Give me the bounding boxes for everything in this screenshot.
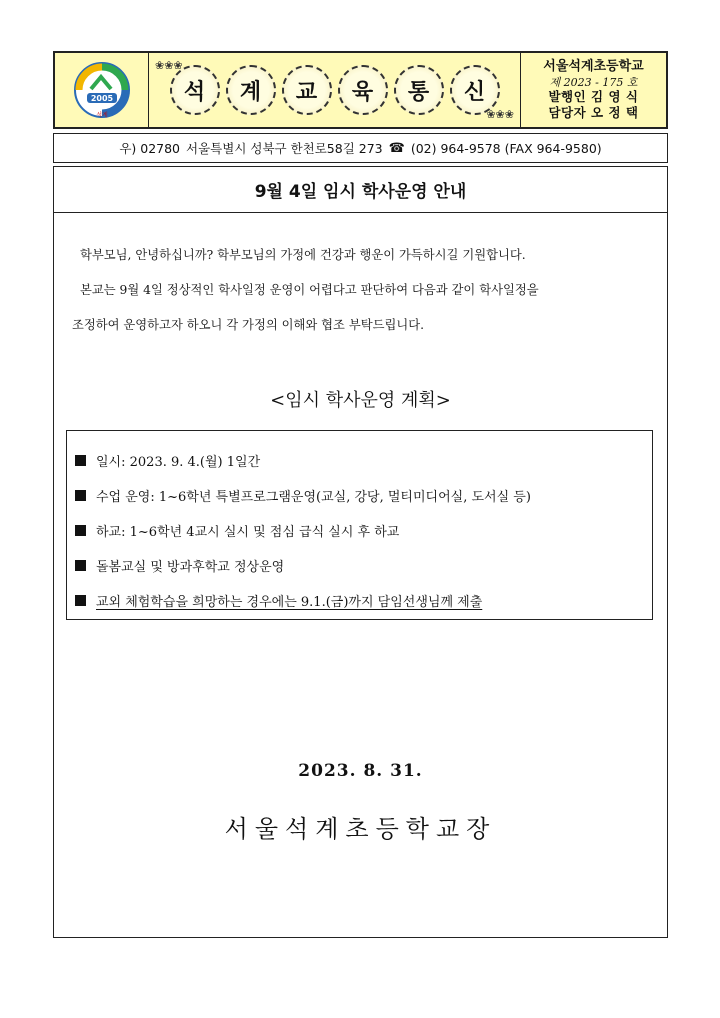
plan-item bbox=[67, 443, 652, 478]
title-char: 계 bbox=[226, 65, 276, 115]
plan-item bbox=[67, 478, 652, 513]
address-bar bbox=[53, 133, 668, 163]
principal-signature: 서울석계초등학교장 bbox=[224, 815, 497, 843]
square-bullet-icon bbox=[75, 490, 86, 501]
square-bullet-icon bbox=[75, 525, 86, 536]
school-logo-icon bbox=[67, 59, 137, 121]
phone-number: (02) 964-9578 (FAX 964-9580) bbox=[410, 140, 602, 156]
title-char: 육 bbox=[338, 65, 388, 115]
issue-number: 제 2023 - 175 호 bbox=[549, 75, 638, 89]
plan-heading: <임시 학사운영 계획> bbox=[270, 390, 451, 411]
title-char: 통 bbox=[394, 65, 444, 115]
postal-code: 우) 02780 bbox=[119, 141, 181, 156]
newsletter-header bbox=[53, 51, 668, 129]
newsletter-title bbox=[149, 53, 521, 127]
logo-label: 석계 bbox=[95, 112, 108, 119]
plan-item-text: 수업 운영: 1~6학년 특별프로그램운영(교실, 강당, 멀티미디어실, 도서실 등) bbox=[96, 490, 531, 505]
square-bullet-icon bbox=[75, 455, 86, 466]
title-char: 교 bbox=[282, 65, 332, 115]
publisher: 발행인 김 영 식 bbox=[548, 89, 639, 105]
school-logo bbox=[55, 53, 149, 127]
body-paragraph-line2: 조정하여 운영하고자 하오니 각 가정의 이해와 협조 부탁드립니다. bbox=[72, 318, 424, 332]
notice-title: 9월 4일 임시 학사운영 안내 bbox=[254, 182, 467, 202]
notice-title-row bbox=[54, 167, 667, 213]
street-address: 서울특별시 성북구 한천로58길 273 bbox=[186, 141, 383, 156]
title-char: 신 bbox=[450, 65, 500, 115]
manager: 담당자 오 정 택 bbox=[548, 105, 639, 120]
notice-body bbox=[53, 166, 668, 938]
square-bullet-icon bbox=[75, 595, 86, 606]
body-paragraph-line1: 본교는 9월 4일 정상적인 학사일정 운영이 어렵다고 판단하여 다음과 같이 학사일정을 bbox=[80, 283, 539, 297]
logo-year: 2005 bbox=[90, 94, 113, 103]
flourish-icon: ❀❀❀ bbox=[486, 108, 514, 121]
plan-item bbox=[67, 513, 652, 548]
greeting-paragraph: 학부모님, 안녕하십니까? 학부모님의 가정에 건강과 행운이 가득하시길 기원합니다. bbox=[80, 248, 526, 262]
plan-box bbox=[66, 430, 653, 620]
title-char: 석 bbox=[170, 65, 220, 115]
plan-item-text: 일시: 2023. 9. 4.(월) 1일간 bbox=[96, 455, 261, 470]
flourish-icon: ❀❀❀ bbox=[155, 59, 183, 72]
plan-item-text: 하교: 1~6학년 4교시 실시 및 점심 급식 실시 후 하교 bbox=[96, 525, 400, 540]
school-name: 서울석계초등학교 bbox=[543, 59, 644, 75]
plan-item-text: 교외 체험학습을 희망하는 경우에는 9.1.(금)까지 담임선생님께 제출 bbox=[96, 595, 483, 610]
publication-info bbox=[521, 53, 666, 127]
plan-item-text: 돌봄교실 및 방과후학교 정상운영 bbox=[96, 560, 285, 575]
square-bullet-icon bbox=[75, 560, 86, 571]
issue-date: 2023. 8. 31. bbox=[298, 761, 423, 781]
phone-icon: ☎ bbox=[388, 140, 405, 156]
plan-item bbox=[67, 583, 652, 618]
plan-item bbox=[67, 548, 652, 583]
